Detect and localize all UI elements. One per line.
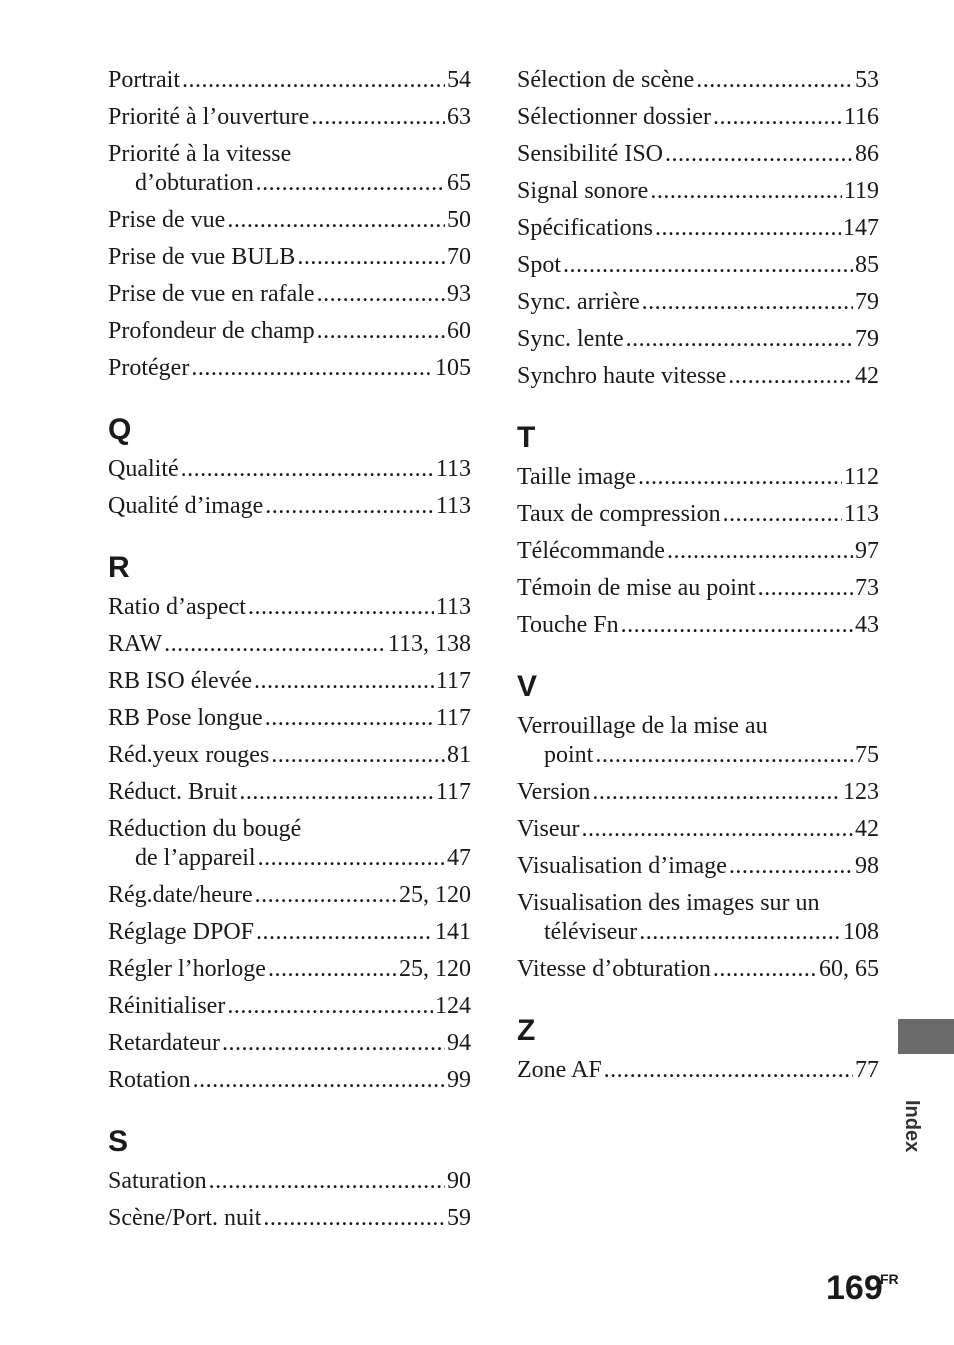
index-entry-page: 25, 120 xyxy=(399,882,471,908)
index-section xyxy=(108,551,471,1095)
dot-leader xyxy=(696,66,853,95)
index-entry xyxy=(517,500,879,529)
index-entry-term: Portrait xyxy=(108,67,180,93)
index-entry-term: Réduction du bougé xyxy=(108,816,302,842)
section-letter-heading: V xyxy=(517,670,538,703)
page-number: 169 xyxy=(826,1269,883,1307)
index-entry xyxy=(108,1204,471,1233)
index-entry xyxy=(108,492,471,521)
index-entry xyxy=(517,66,879,95)
index-entry xyxy=(108,455,471,484)
dot-leader xyxy=(182,66,445,95)
index-entry-term: Saturation xyxy=(108,1168,207,1194)
index-entry-continuation xyxy=(108,844,471,873)
index-entry-continuation xyxy=(517,741,879,770)
index-entry-page: 59 xyxy=(447,1205,471,1231)
index-entry-term: Version xyxy=(517,779,591,805)
dot-leader xyxy=(621,611,853,640)
index-entry-term: Prise de vue BULB xyxy=(108,244,296,270)
index-entry-page: 50 xyxy=(447,207,471,233)
dot-leader xyxy=(723,500,842,529)
index-entry xyxy=(517,288,879,317)
index-entry-term-continued: d’obturation xyxy=(135,170,254,196)
index-entry-term: Priorité à la vitesse xyxy=(108,141,292,167)
dot-leader xyxy=(317,317,445,346)
index-entry xyxy=(108,918,471,947)
index-entry-term: Rég.date/heure xyxy=(108,882,253,908)
dot-leader xyxy=(592,778,841,807)
index-entry xyxy=(108,593,471,622)
index-entry-page: 42 xyxy=(855,363,879,389)
index-entry-page: 119 xyxy=(843,178,879,204)
index-entry-term: Retardateur xyxy=(108,1030,220,1056)
index-entry xyxy=(517,103,879,132)
index-entry-page: 113 xyxy=(435,456,471,482)
index-section xyxy=(517,421,879,640)
index-entry-page: 113 xyxy=(435,594,471,620)
dot-leader xyxy=(239,778,434,807)
index-entry-term: Protéger xyxy=(108,355,190,381)
dot-leader xyxy=(604,1056,853,1085)
dot-leader xyxy=(665,140,853,169)
index-entry-continuation xyxy=(108,169,471,198)
dot-leader xyxy=(758,574,853,603)
index-entry-term: Sélectionner dossier xyxy=(517,104,711,130)
index-entry-page: 47 xyxy=(447,845,471,871)
index-entry-term: Témoin de mise au point xyxy=(517,575,756,601)
dot-leader xyxy=(227,206,445,235)
index-entry-page: 113 xyxy=(843,501,879,527)
index-entry-term: Qualité xyxy=(108,456,179,482)
index-entry xyxy=(108,667,471,696)
index-entry-page: 94 xyxy=(447,1030,471,1056)
index-entry-term: Visualisation d’image xyxy=(517,853,727,879)
index-entry-term: RB Pose longue xyxy=(108,705,263,731)
index-entry xyxy=(108,206,471,235)
index-entry xyxy=(517,852,879,881)
index-entry-page: 25, 120 xyxy=(399,956,471,982)
index-entry-page: 113 xyxy=(435,493,471,519)
dot-leader xyxy=(713,955,817,984)
index-entry-page: 42 xyxy=(855,816,879,842)
index-column-right xyxy=(517,66,879,1093)
index-entry-page: 123 xyxy=(843,779,879,805)
index-entry xyxy=(517,140,879,169)
index-entry-page: 116 xyxy=(843,104,879,130)
index-entry-term: Télécommande xyxy=(517,538,665,564)
index-entry-page: 79 xyxy=(855,289,879,315)
dot-leader xyxy=(191,354,433,383)
index-entry-page: 73 xyxy=(855,575,879,601)
index-entry xyxy=(517,1056,879,1085)
dot-leader xyxy=(639,918,841,947)
dot-leader xyxy=(317,280,445,309)
index-entry xyxy=(517,815,879,844)
index-entry-term: Synchro haute vitesse xyxy=(517,363,727,389)
index-entry-page: 93 xyxy=(447,281,471,307)
dot-leader xyxy=(193,1066,445,1095)
index-entry-term: RB ISO élevée xyxy=(108,668,252,694)
index-entry-term: Touche Fn xyxy=(517,612,619,638)
dot-leader xyxy=(729,852,853,881)
index-entry-page: 70 xyxy=(447,244,471,270)
index-entry-page: 54 xyxy=(447,67,471,93)
index-entry xyxy=(517,574,879,603)
index-entry-page: 86 xyxy=(855,141,879,167)
dot-leader xyxy=(626,325,853,354)
index-entry-term-continued: de l’appareil xyxy=(135,845,256,871)
index-section xyxy=(517,670,879,984)
index-entry-term: Taille image xyxy=(517,464,636,490)
index-entry-page: 117 xyxy=(435,705,471,731)
index-entry xyxy=(108,1066,471,1095)
index-entry-term: Réglage DPOF xyxy=(108,919,254,945)
index-entry xyxy=(108,992,471,1021)
index-entry-term: Priorité à l’ouverture xyxy=(108,104,310,130)
index-entry xyxy=(108,741,471,770)
index-entry-term: Sensibilité ISO xyxy=(517,141,664,167)
index-entry xyxy=(517,537,879,566)
dot-leader xyxy=(265,492,434,521)
index-entry xyxy=(108,66,471,95)
index-entry xyxy=(517,362,879,391)
index-entry xyxy=(517,214,879,243)
index-entry-page: 75 xyxy=(855,742,879,768)
index-entry-term: Spot xyxy=(517,252,562,278)
index-entry-page: 141 xyxy=(435,919,471,945)
index-entry-page: 113, 138 xyxy=(387,631,471,657)
index-entry xyxy=(108,1029,471,1058)
index-entry-term: Réinitialiser xyxy=(108,993,226,1019)
index-entry-page: 108 xyxy=(843,919,879,945)
index-entry-page: 43 xyxy=(855,612,879,638)
dot-leader xyxy=(222,1029,445,1058)
index-entry-term: Sync. lente xyxy=(517,326,624,352)
index-entry-term: Verrouillage de la mise au xyxy=(517,713,768,739)
dot-leader xyxy=(227,992,433,1021)
dot-leader xyxy=(265,704,434,733)
index-section xyxy=(108,413,471,521)
index-entry xyxy=(108,630,471,659)
index-entry-term: Rotation xyxy=(108,1067,191,1093)
index-entry-term: Prise de vue xyxy=(108,207,226,233)
index-entry-page: 63 xyxy=(447,104,471,130)
dot-leader xyxy=(311,103,445,132)
index-entry xyxy=(108,317,471,346)
index-section xyxy=(517,1014,879,1085)
index-section xyxy=(108,1125,471,1233)
dot-leader xyxy=(595,741,853,770)
index-entry-term: Réduct. Bruit xyxy=(108,779,238,805)
index-entry xyxy=(517,611,879,640)
dot-leader xyxy=(256,169,445,198)
index-entry-page: 112 xyxy=(843,464,879,490)
index-entry-term: Sync. arrière xyxy=(517,289,640,315)
section-letter-heading: S xyxy=(108,1125,129,1158)
index-entry-page: 147 xyxy=(843,215,879,241)
index-entry xyxy=(108,140,471,198)
index-entry-term: Visualisation des images sur un xyxy=(517,890,820,916)
dot-leader xyxy=(638,463,842,492)
index-entry xyxy=(517,251,879,280)
dot-leader xyxy=(728,362,853,391)
dot-leader xyxy=(271,741,445,770)
index-entry xyxy=(517,177,879,206)
index-entry-page: 99 xyxy=(447,1067,471,1093)
index-entry-page: 117 xyxy=(435,668,471,694)
index-entry xyxy=(108,1167,471,1196)
index-entry xyxy=(108,704,471,733)
dot-leader xyxy=(713,103,842,132)
index-entry xyxy=(517,325,879,354)
index-entry xyxy=(108,103,471,132)
dot-leader xyxy=(667,537,853,566)
index-entry-page: 77 xyxy=(855,1057,879,1083)
page-language-suffix: FR xyxy=(880,1271,899,1287)
index-tab-marker xyxy=(898,1019,954,1054)
index-entry-term: Vitesse d’obturation xyxy=(517,956,711,982)
dot-leader xyxy=(582,815,853,844)
index-entry xyxy=(108,354,471,383)
index-entry xyxy=(517,955,879,984)
index-entry-term-continued: point xyxy=(544,742,594,768)
index-entry-term: Prise de vue en rafale xyxy=(108,281,315,307)
index-column-left xyxy=(108,66,471,1241)
index-entry-page: 65 xyxy=(447,170,471,196)
index-entry-term: Réd.yeux rouges xyxy=(108,742,270,768)
index-entry-page: 105 xyxy=(435,355,471,381)
dot-leader xyxy=(258,844,445,873)
dot-leader xyxy=(209,1167,445,1196)
index-entry xyxy=(108,881,471,910)
index-entry-term: Qualité d’image xyxy=(108,493,264,519)
dot-leader xyxy=(263,1204,445,1233)
index-entry-term: Sélection de scène xyxy=(517,67,695,93)
index-entry-term: RAW xyxy=(108,631,163,657)
index-entry xyxy=(108,955,471,984)
section-letter-heading: R xyxy=(108,551,130,584)
index-entry-page: 85 xyxy=(855,252,879,278)
index-entry xyxy=(108,778,471,807)
index-entry-term: Profondeur de champ xyxy=(108,318,315,344)
index-entry-page: 79 xyxy=(855,326,879,352)
index-entry-page: 90 xyxy=(447,1168,471,1194)
dot-leader xyxy=(650,177,842,206)
index-entry-term: Régler l’horloge xyxy=(108,956,266,982)
index-entry xyxy=(517,712,879,770)
index-entry-page: 117 xyxy=(435,779,471,805)
index-entry-page: 60 xyxy=(447,318,471,344)
index-entry-term: Scène/Port. nuit xyxy=(108,1205,262,1231)
index-entry-term: Signal sonore xyxy=(517,178,649,204)
dot-leader xyxy=(164,630,386,659)
index-entry xyxy=(108,815,471,873)
dot-leader xyxy=(655,214,841,243)
section-letter-heading: Z xyxy=(517,1014,536,1047)
section-letter-heading: T xyxy=(517,421,536,454)
index-entry xyxy=(108,280,471,309)
index-entry-page: 53 xyxy=(855,67,879,93)
dot-leader xyxy=(563,251,853,280)
index-entry-term: Zone AF xyxy=(517,1057,602,1083)
dot-leader xyxy=(254,667,434,696)
index-entry xyxy=(517,778,879,807)
index-entry-page: 97 xyxy=(855,538,879,564)
index-entry-term: Viseur xyxy=(517,816,580,842)
index-entry xyxy=(517,463,879,492)
dot-leader xyxy=(297,243,445,272)
index-tab-label: Index xyxy=(901,1100,923,1153)
index-entry-term: Taux de compression xyxy=(517,501,721,527)
index-entry-page: 81 xyxy=(447,742,471,768)
index-entry xyxy=(108,243,471,272)
dot-leader xyxy=(255,881,397,910)
dot-leader xyxy=(268,955,397,984)
section-letter-heading: Q xyxy=(108,413,132,446)
dot-leader xyxy=(248,593,434,622)
index-entry-term: Ratio d’aspect xyxy=(108,594,246,620)
index-entry-page: 124 xyxy=(435,993,471,1019)
dot-leader xyxy=(181,455,434,484)
index-entry-term-continued: téléviseur xyxy=(544,919,638,945)
index-entry-page: 60, 65 xyxy=(819,956,879,982)
index-entry-continuation xyxy=(517,918,879,947)
dot-leader xyxy=(642,288,853,317)
index-entry xyxy=(517,889,879,947)
dot-leader xyxy=(256,918,433,947)
index-entry-term: Spécifications xyxy=(517,215,653,241)
index-entry-page: 98 xyxy=(855,853,879,879)
